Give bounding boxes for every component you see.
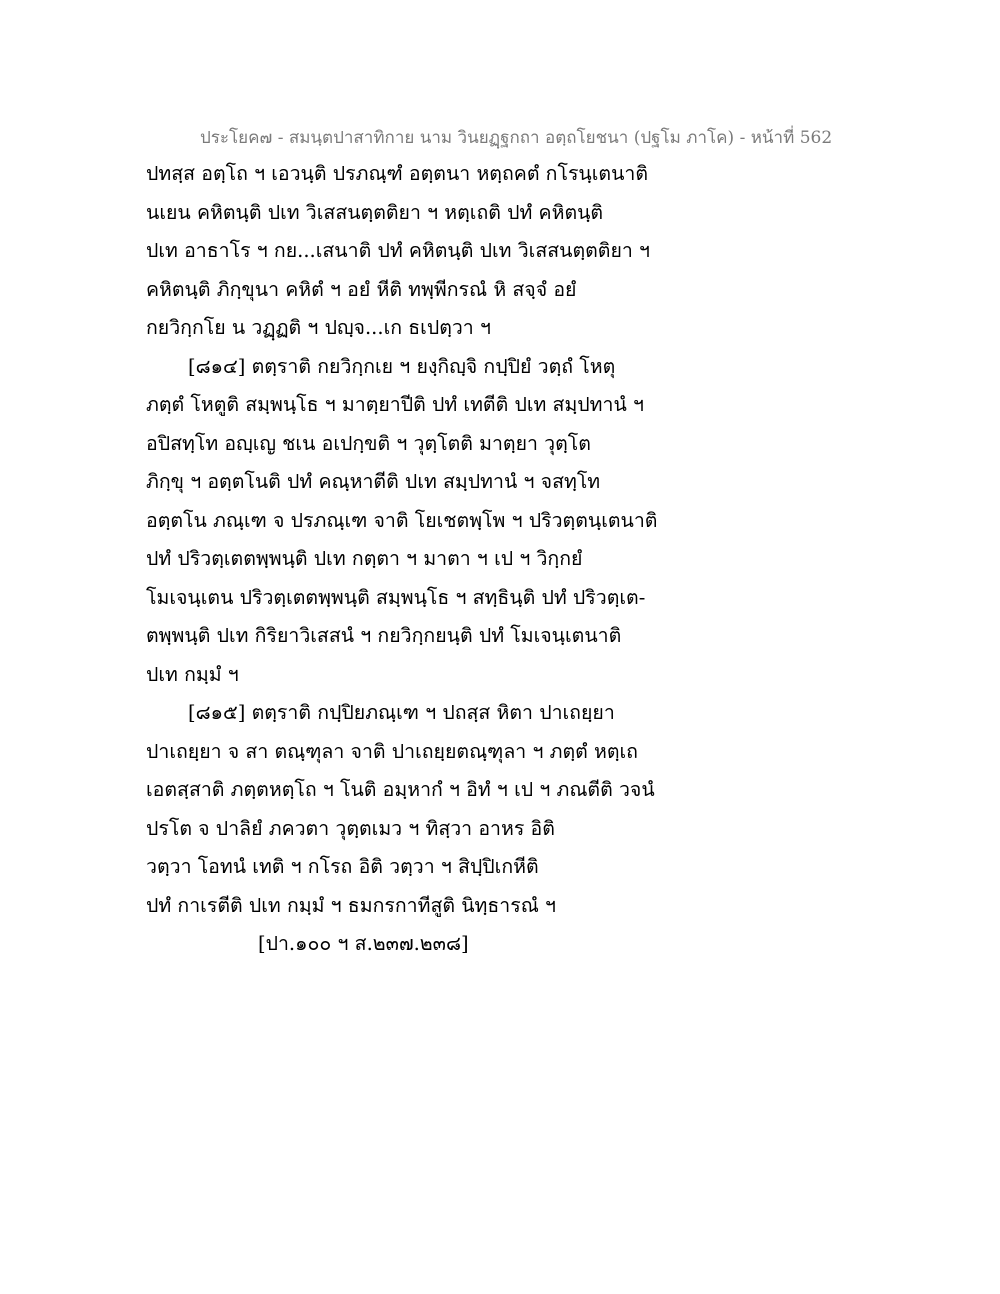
text-line: โมเจนฺเตน ปริวตฺเตตพฺพนฺติ สมฺพนฺโธ ฯ สทฺธินฺติ ปทํ ปริวตฺเต-	[146, 585, 646, 609]
source-reference: [ปา.๑๐๐ ฯ ส.๒๓๗.๒๓๘]	[258, 932, 469, 955]
text-line: นเยน คหิตนฺติ ปเท วิเสสนตฺตติยา ฯ หตฺเถติ ปทํ คหิตนฺติ	[146, 200, 604, 224]
text-line: ภิกฺขุ ฯ อตฺตโนติ ปทํ คณฺหาตีติ ปเท สมฺปทานํ ฯ จสทฺโท	[146, 470, 601, 493]
text-line: วตฺวา โอทนํ เทติ ฯ กโรถ อิติ วตฺวา ฯ สิปฺปิเกหีติ	[146, 855, 539, 878]
text-line: ปทสฺส อตฺโถ ฯ เอวนฺติ ปรภณฺฑํ อตฺตนา หตฺถคตํ กโรนฺเตนาติ	[146, 162, 649, 185]
text-line: คหิตนฺติ ภิกฺขุนา คหิตํ ฯ อยํ หีติ ทพฺพีกรณํ หิ สจฺจํ อยํ	[146, 277, 577, 301]
text-line: ตพฺพนฺติ ปเท กิริยาวิเสสนํ ฯ กยวิกฺกยนฺติ ปทํ โมเจนฺเตนาติ	[146, 624, 622, 647]
text-line: อปิสทฺโท อญฺเญ ชเน อเปกฺขติ ฯ วุตฺโตติ มาตฺยา วุตฺโต	[146, 431, 591, 455]
text-line: ปทํ กาเรตีติ ปเท กมฺมํ ฯ ธมกรกาทีสูติ นิทฺธารณํ ฯ	[146, 893, 556, 917]
text-line: อตฺตโน ภณฺเฑ จ ปรภณฺเฑ จาติ โยเชตพฺโพ ฯ ปริวตฺตนฺเตนาติ	[146, 508, 658, 532]
text-line: กยวิกฺกโย น วฏฺฏติ ฯ ปญฺจ...เก ธเปตฺวา ฯ	[146, 316, 491, 339]
text-line: ปทํ ปริวตฺเตตพฺพนฺติ ปเท กตฺตา ฯ มาตา ฯ เป ฯ วิกฺกยํ	[146, 547, 583, 570]
body-text	[146, 160, 866, 969]
running-header: ประโยค๗ - สมนฺตปาสาทิกาย นาม วินยฏฺฐกถา อตฺถโยชนา (ปฐโม ภาโค) - หน้าที่ 562	[200, 128, 833, 148]
paragraph-start-line: [๘๑๕] ตตฺราติ กปฺปิยภณฺเฑ ฯ ปถสฺส หิตา ปาเถยฺยา	[188, 701, 615, 724]
text-line: ปาเถยฺยา จ สา ตณฺฑุลา จาติ ปาเถยฺยตณฺฑุลา ฯ ภตฺตํ หตฺเถ	[146, 739, 638, 763]
text-line: ปเท กมฺมํ ฯ	[146, 662, 239, 686]
text-line: ภตฺตํ โหตูติ สมฺพนฺโธ ฯ มาตฺยาปีติ ปทํ เทตีติ ปเท สมฺปทานํ ฯ	[146, 393, 644, 416]
paragraph-815	[146, 699, 866, 930]
text-line: ปรโต จ ปาลิยํ ภควตา วุตฺตเมว ฯ ทิสฺวา อาหร อิติ	[146, 816, 555, 840]
paragraph-1	[146, 160, 866, 353]
text-line: เอตสฺสาติ ภตฺตหตฺโถ ฯ โนติ อมฺหากํ ฯ อิทํ ฯ เป ฯ ภณตีติ วจนํ	[146, 778, 655, 801]
paragraph-814	[146, 353, 866, 700]
paragraph-start-line: [๘๑๔] ตตฺราติ กยวิกฺกเย ฯ ยงฺกิญฺจิ กปฺปิยํ วตฺถํ โหตุ	[188, 354, 616, 378]
text-line: ปเท อาธาโร ฯ กย...เสนาติ ปทํ คหิตนฺติ ปเท วิเสสนตฺตติยา ฯ	[146, 239, 650, 262]
